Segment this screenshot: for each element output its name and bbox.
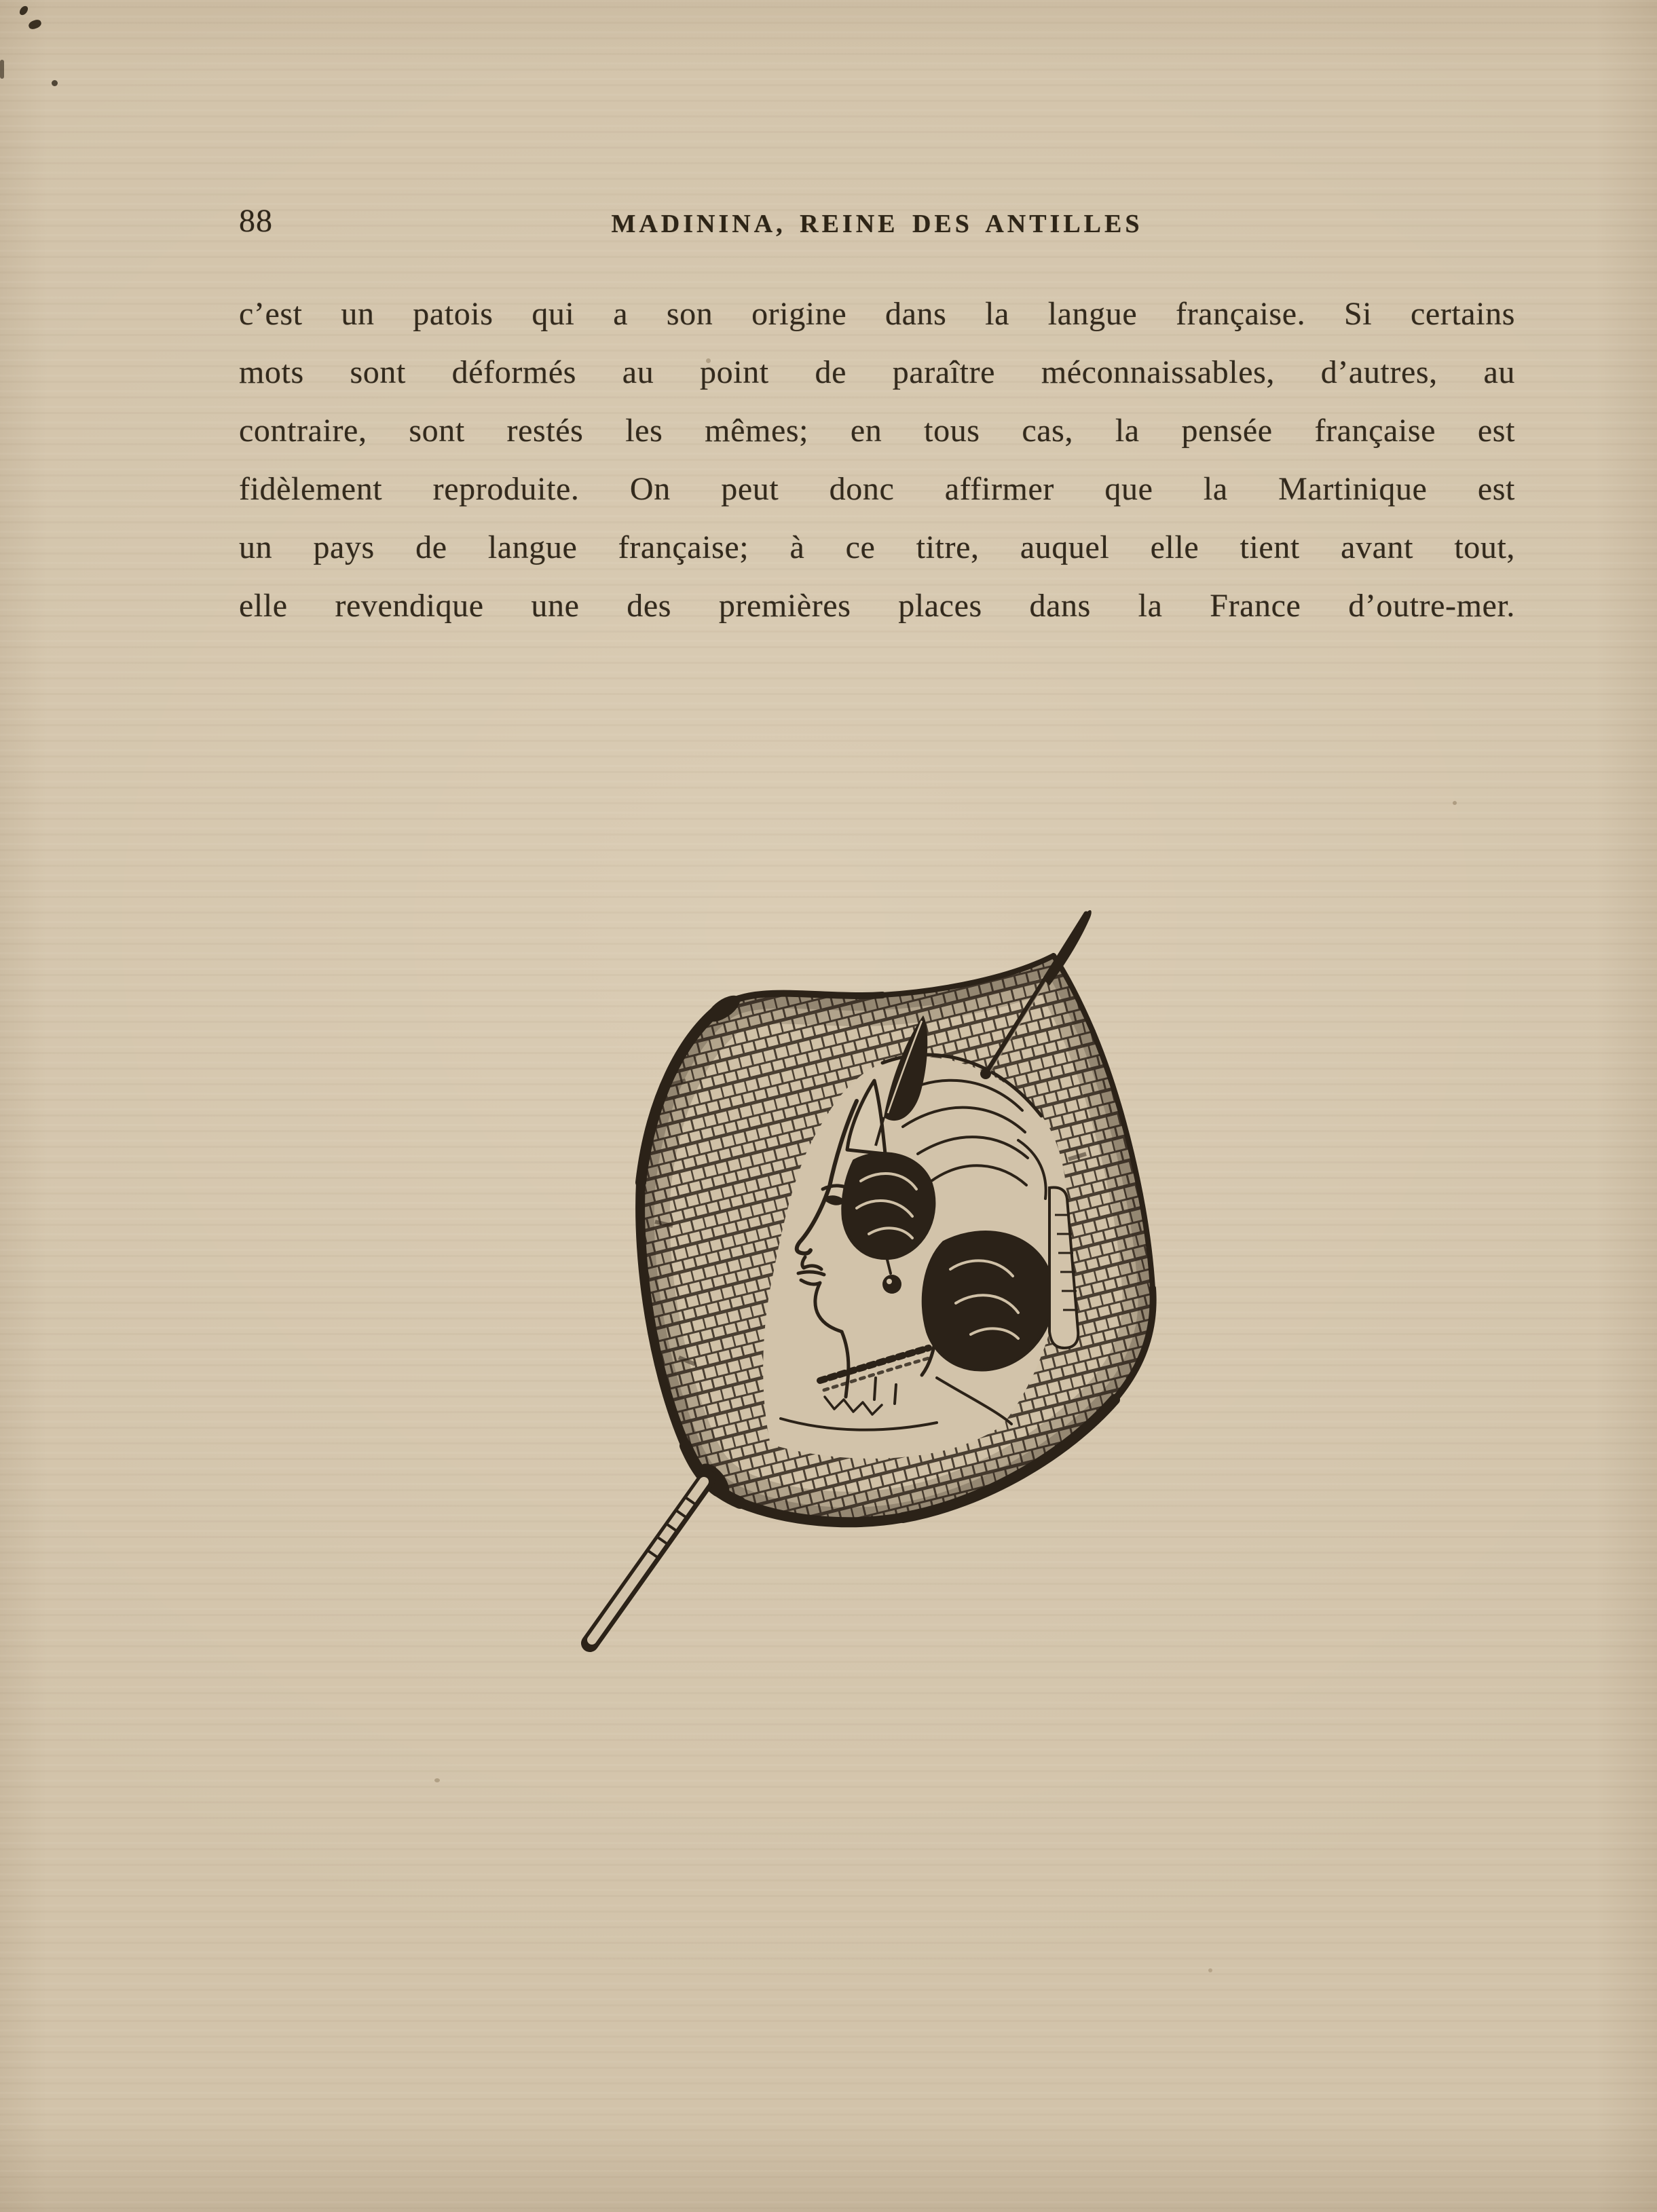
running-header: MADININA, REINE DES ANTILLES	[611, 210, 1143, 238]
text-line: elle revendique une des premières places dans la France d’outre-mer.	[239, 588, 1515, 624]
fan-portrait-illustration	[557, 910, 1235, 1697]
paper-speck	[434, 1778, 440, 1782]
ink-speck	[27, 18, 42, 31]
text-line: c’est un patois qui a son origine dans la langue française. Si certains	[239, 296, 1515, 332]
ink-speck	[52, 80, 58, 86]
edge-ink-dash	[0, 60, 4, 79]
text-line: contraire, sont restés les mêmes; en tous cas, la pensée française est	[239, 413, 1515, 449]
ink-speck	[18, 5, 29, 17]
text-line: fidèlement reproduite. On peut donc affirmer que la Martinique est	[239, 471, 1515, 507]
page-number: 88	[239, 203, 273, 239]
paper-speck	[1453, 801, 1457, 805]
fan-handle	[590, 1459, 735, 1643]
body-paragraph	[239, 285, 1515, 635]
text-line: un pays de langue française; à ce titre, auquel elle tient avant tout,	[239, 529, 1515, 565]
paper-speck	[1208, 1968, 1212, 1972]
text-line: mots sont déformés au point de paraître méconnaissables, d’autres, au	[239, 354, 1515, 390]
